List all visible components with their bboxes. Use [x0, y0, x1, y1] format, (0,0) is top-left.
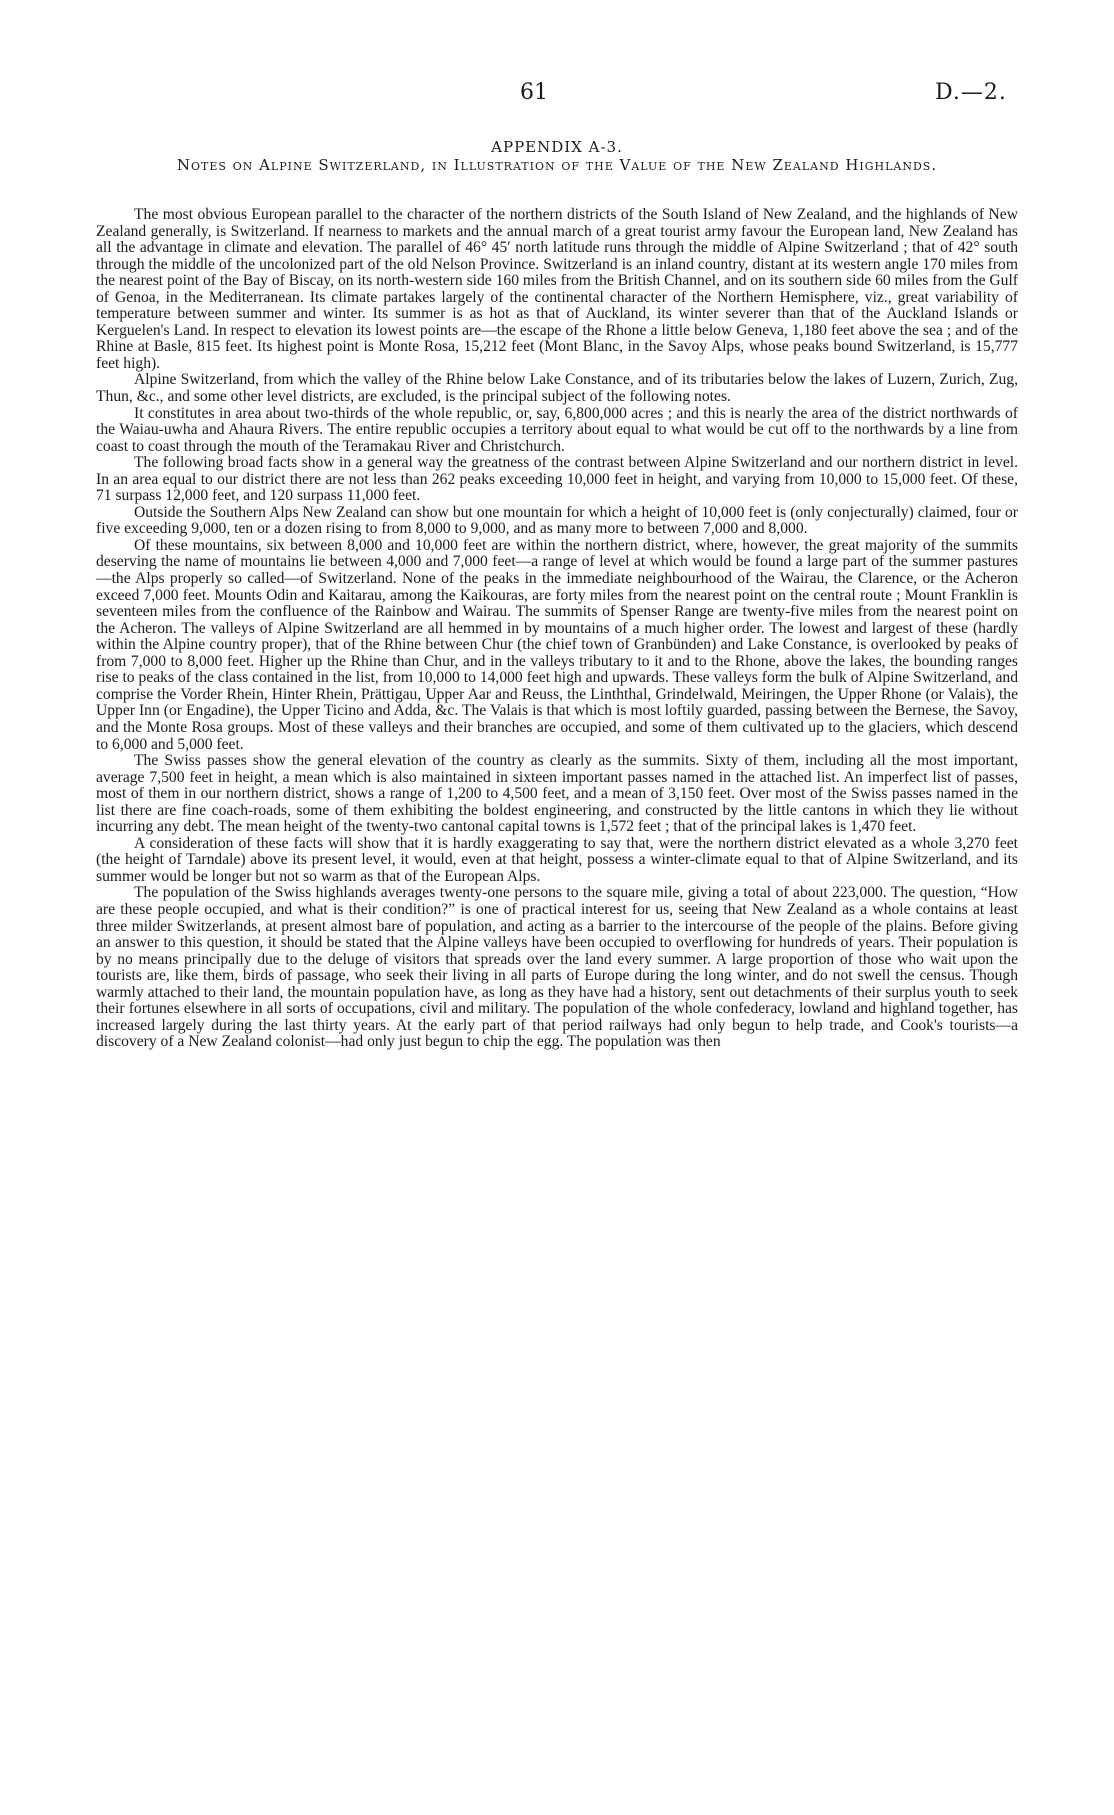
paragraph: The population of the Swiss highlands averages twenty-one persons to the square mile, giving a total of about 223,000. The question, “How are these people occupied, and what is their condition?” is one of practical interest for us, seeing that New Zealand as a whole contains at least three milder Switzerlands, at present almost bare of population, and acting as a barrier to the intercourse of the people of the plains. Before giving an answer to this question, it should be stated that the Alpine valleys have been occupied to overflowing for hundreds of years. Their population is by no means principally due to the deluge of visitors that spreads over the land every summer. A large proportion of those who wait upon the tourists are, like them, birds of passage, who seek their living in all parts of Europe during the long winter, and do not swell the census. Though warmly attached to their land, the mountain population have, as long as they have had a history, sent out detachments of their surplus youth to seek their fortunes elsewhere in all sorts of occupations, civil and military. The population of the whole confederacy, lowland and highland together, has increased largely during the last thirty years. At the early part of that period railways had only begun to help trade, and Cook's tourists—a discovery of a New Zealand colonist—had only just begun to chip the egg. The population was then: [96, 884, 1018, 1051]
paragraph: Of these mountains, six between 8,000 and 10,000 feet are within the northern district, where, however, the great majority of the summits deserving the name of mountains lie between 4,000 and 7,000 feet—a range of level at which would be found a large part of the summer pastures—the Alps properly so called—of Switzerland. None of the peaks in the immediate neighbourhood of the Wairau, the Clarence, or the Acheron exceed 7,000 feet. Mounts Odin and Kaitarau, among the Kaikouras, are forty miles from the nearest point on the central route ; Mount Franklin is seventeen miles from the confluence of the Rainbow and Wairau. The summits of Spenser Range are twenty-five miles from the nearest point on the Acheron. The valleys of Alpine Switzerland are all hemmed in by mountains of a much higher order. The lowest and largest of these (hardly within the Alpine country proper), that of the Rhine between Chur (the chief town of Granbünden) and Lake Constance, is overlooked by peaks of from 7,000 to 8,000 feet. Higher up the Rhine than Chur, and in the valleys tributary to it and to the Rhone, above the lakes, the bounding ranges rise to peaks of the class contained in the list, from 10,000 to 14,000 feet high and upwards. These valleys form the bulk of Alpine Switzerland, and comprise the Vorder Rhein, Hinter Rhein, Prättigau, Upper Aar and Reuss, the Linththal, Grindelwald, Meiringen, the Upper Rhone (or Valais), the Upper Inn (or Engadine), the Upper Ticino and Adda, &c. The Valais is that which is most loftily guarded, passing between the Bernese, the Savoy, and the Monte Rosa groups. Most of these valleys and their branches are occupied, and some of them cultivated up to the glaciers, which descend to 6,000 and 5,000 feet.: [96, 536, 1018, 753]
paragraph: A consideration of these facts will show that it is hardly exaggerating to say that, were the northern district elevated as a whole 3,270 feet (the height of Tarndale) above its present level, it would, even at that height, possess a winter-climate equal to that of Alpine Switzerland, and its summer would be longer but not so warm as that of the European Alps.: [96, 834, 1018, 885]
page-number: 61: [520, 80, 548, 105]
section-title: Notes on Alpine Switzerland, in Illustration of the Value of the New Zealand Highlands.: [176, 156, 938, 174]
paragraph: The Swiss passes show the general elevation of the country as clearly as the summits. Sixty of them, including all the most important, average 7,500 feet in height, a mean which is also maintained in sixteen important passes named in the attached list. An imperfect list of passes, most of them in our northern district, shows a range of 1,200 to 4,500 feet, and a mean of 3,150 feet. Over most of the Swiss passes named in the list there are fine coach-roads, some of them exhibiting the boldest engineering, and constructed by the little cantons in which they lie without incurring any debt. The mean height of the twenty-two cantonal capital towns is 1,572 feet ; that of the principal lakes is 1,470 feet.: [96, 752, 1018, 836]
paragraph: The most obvious European parallel to the character of the northern districts of the South Island of New Zealand, and the highlands of New Zealand generally, is Switzerland. If nearness to markets and the annual march of a great tourist army favour the European land, New Zealand has all the advantage in climate and elevation. The parallel of 46° 45′ north latitude runs through the middle of Alpine Switzerland ; that of 42° south through the middle of the uncolonized part of the old Nelson Province. Switzerland is an inland country, distant at its western angle 170 miles from the nearest point of the Bay of Biscay, on its north-western side 160 miles from the British Channel, and on its southern side 60 miles from the Gulf of Genoa, in the Mediterranean. Its climate partakes largely of the continental character of the Northern Hemisphere, viz., great variability of temperature between summer and winter. Its summer is as hot as that of Auckland, its winter severer than that of the Auckland Islands or Kerguelen's Land. In respect to elevation its lowest points are—the escape of the Rhone a little below Geneva, 1,180 feet above the sea ; and of the Rhine at Basle, 815 feet. Its highest point is Monte Rosa, 15,212 feet (Mont Blanc, in the Savoy Alps, whose peaks bound Switzerland, is 15,777 feet high).: [96, 206, 1018, 372]
paragraph: It constitutes in area about two-thirds of the whole republic, or, say, 6,800,000 acres ; and this is nearly the area of the district northwards of the Waiau-uwha and Ahaura Rivers. The entire republic occupies a territory about equal to what would be cut off to the northwards by a line from coast to coast through the mouth of the Teramakau River and Christchurch.: [96, 404, 1018, 455]
document-reference: D.—2.: [935, 80, 1007, 105]
paragraph: Outside the Southern Alps New Zealand can show but one mountain for which a height of 10,000 feet is (only conjecturally) claimed, four or five exceeding 9,000, ten or a dozen rising to from 8,000 to 9,000, and as many more to between 7,000 and 8,000.: [96, 503, 1018, 538]
body-text: [96, 207, 1018, 1051]
appendix-title: APPENDIX A-3.: [491, 138, 623, 156]
paragraph: Alpine Switzerland, from which the valley of the Rhine below Lake Constance, and of its tributaries below the lakes of Luzern, Zurich, Zug, Thun, &c., and some other level districts, are excluded, is the principal subject of the following notes.: [96, 371, 1018, 406]
paragraph: The following broad facts show in a general way the greatness of the contrast between Alpine Switzerland and our northern district in level. In an area equal to our district there are not less than 262 peaks exceeding 10,000 feet in height, and varying from 10,000 to 15,000 feet. Of these, 71 surpass 12,000 feet, and 120 surpass 11,000 feet.: [96, 454, 1018, 505]
